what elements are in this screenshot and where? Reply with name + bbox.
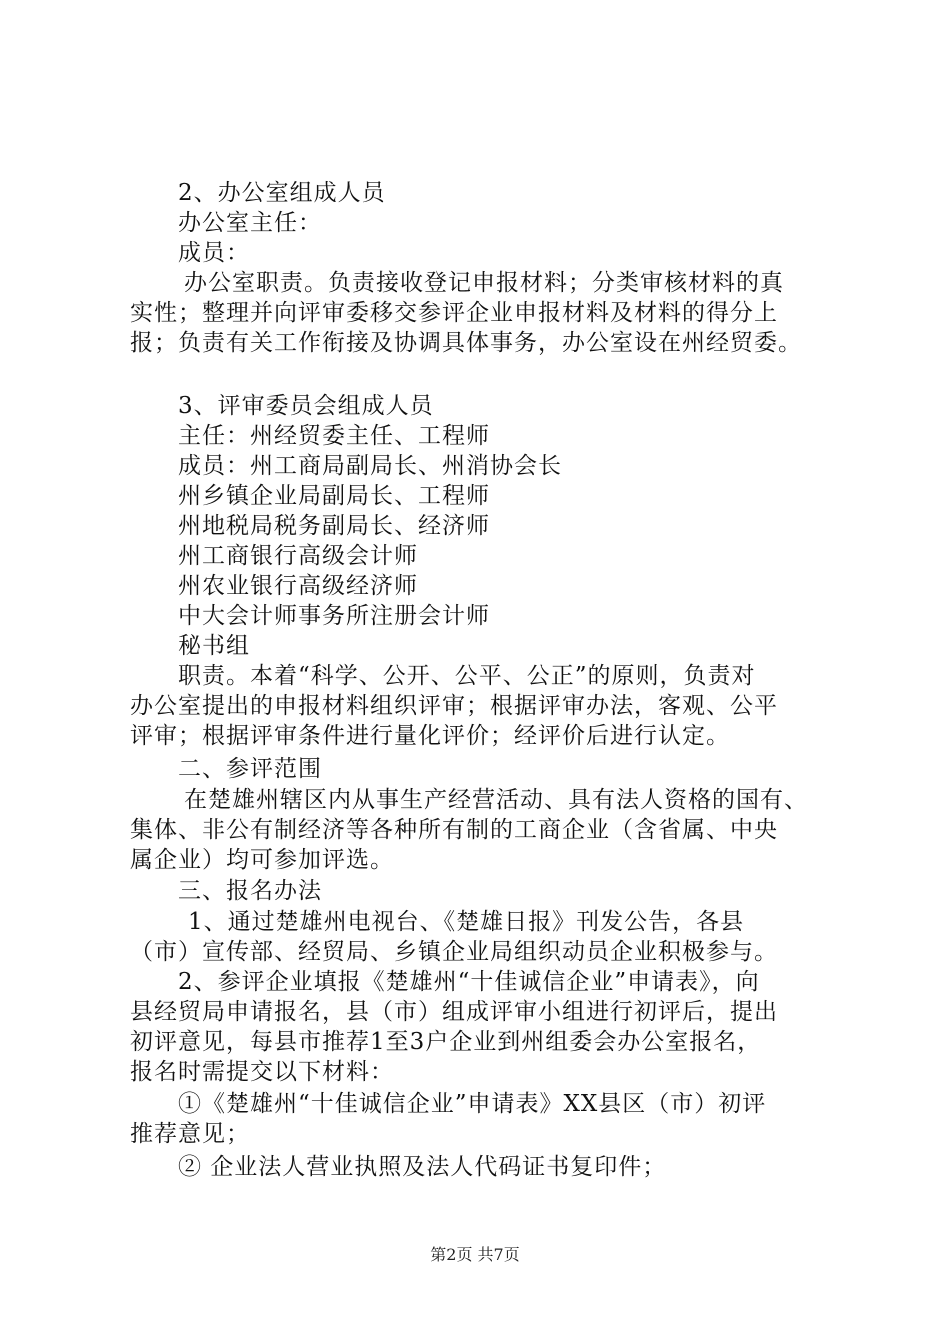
- section-heading: 二、参评范围: [178, 756, 322, 782]
- page-footer: 第2页 共7页: [430, 1245, 520, 1264]
- text-line: 州农业银行高级经济师: [178, 573, 418, 599]
- paragraph-line: 职责。本着“科学、公开、公平、公正”的原则，负责对: [178, 663, 756, 689]
- list-item-continuation: 推荐意见；: [130, 1121, 250, 1147]
- list-item: ①《楚雄州“十佳诚信企业”申请表》XX县区（市）初评: [178, 1091, 767, 1117]
- text-line: 州工商银行高级会计师: [178, 543, 418, 569]
- paragraph-line: 评审；根据评审条件进行量化评价；经评价后进行认定。: [130, 723, 730, 749]
- text-line: 主任：州经贸委主任、工程师: [178, 423, 490, 449]
- paragraph-line: 在楚雄州辖区内从事生产经营活动、具有法人资格的国有、: [184, 787, 808, 813]
- text-line: 成员：: [178, 240, 250, 266]
- paragraph-line: （市）宣传部、经贸局、乡镇企业局组织动员企业积极参与。: [130, 939, 778, 965]
- paragraph-line: 办公室提出的申报材料组织评审；根据评审办法，客观、公平: [130, 693, 778, 719]
- paragraph-line: 报名时需提交以下材料：: [130, 1059, 394, 1085]
- text-line: 成员：州工商局副局长、州消协会长: [178, 453, 562, 479]
- paragraph-line: 实性；整理并向评审委移交参评企业申报材料及材料的得分上: [130, 300, 778, 326]
- paragraph-line: 办公室职责。负责接收登记申报材料；分类审核材料的真: [184, 270, 784, 296]
- paragraph-line: 报；负责有关工作衔接及协调具体事务，办公室设在州经贸委。: [130, 330, 802, 356]
- paragraph-line: 县经贸局申请报名，县（市）组成评审小组进行初评后，提出: [130, 999, 778, 1025]
- paragraph-line: 集体、非公有制经济等各种所有制的工商企业（含省属、中央: [130, 817, 778, 843]
- section-heading: 3、评审委员会组成人员: [178, 393, 434, 419]
- text-line: 州地税局税务副局长、经济师: [178, 513, 490, 539]
- section-heading: 2、办公室组成人员: [178, 180, 386, 206]
- paragraph-line: 属企业）均可参加评选。: [130, 847, 394, 873]
- list-item: ② 企业法人营业执照及法人代码证书复印件；: [178, 1154, 667, 1180]
- text-line: 办公室主任：: [178, 210, 322, 236]
- text-line: 秘书组: [178, 633, 250, 659]
- paragraph-line: 2、参评企业填报《楚雄州“十佳诚信企业”申请表》，向: [178, 969, 760, 995]
- text-line: 中大会计师事务所注册会计师: [178, 603, 490, 629]
- section-heading: 三、报名办法: [178, 878, 322, 904]
- paragraph-line: 初评意见，每县市推荐1至3户企业到州组委会办公室报名，: [130, 1029, 762, 1055]
- text-line: 州乡镇企业局副局长、工程师: [178, 483, 490, 509]
- paragraph-line: 1、通过楚雄州电视台、《楚雄日报》刊发公告，各县: [188, 909, 745, 935]
